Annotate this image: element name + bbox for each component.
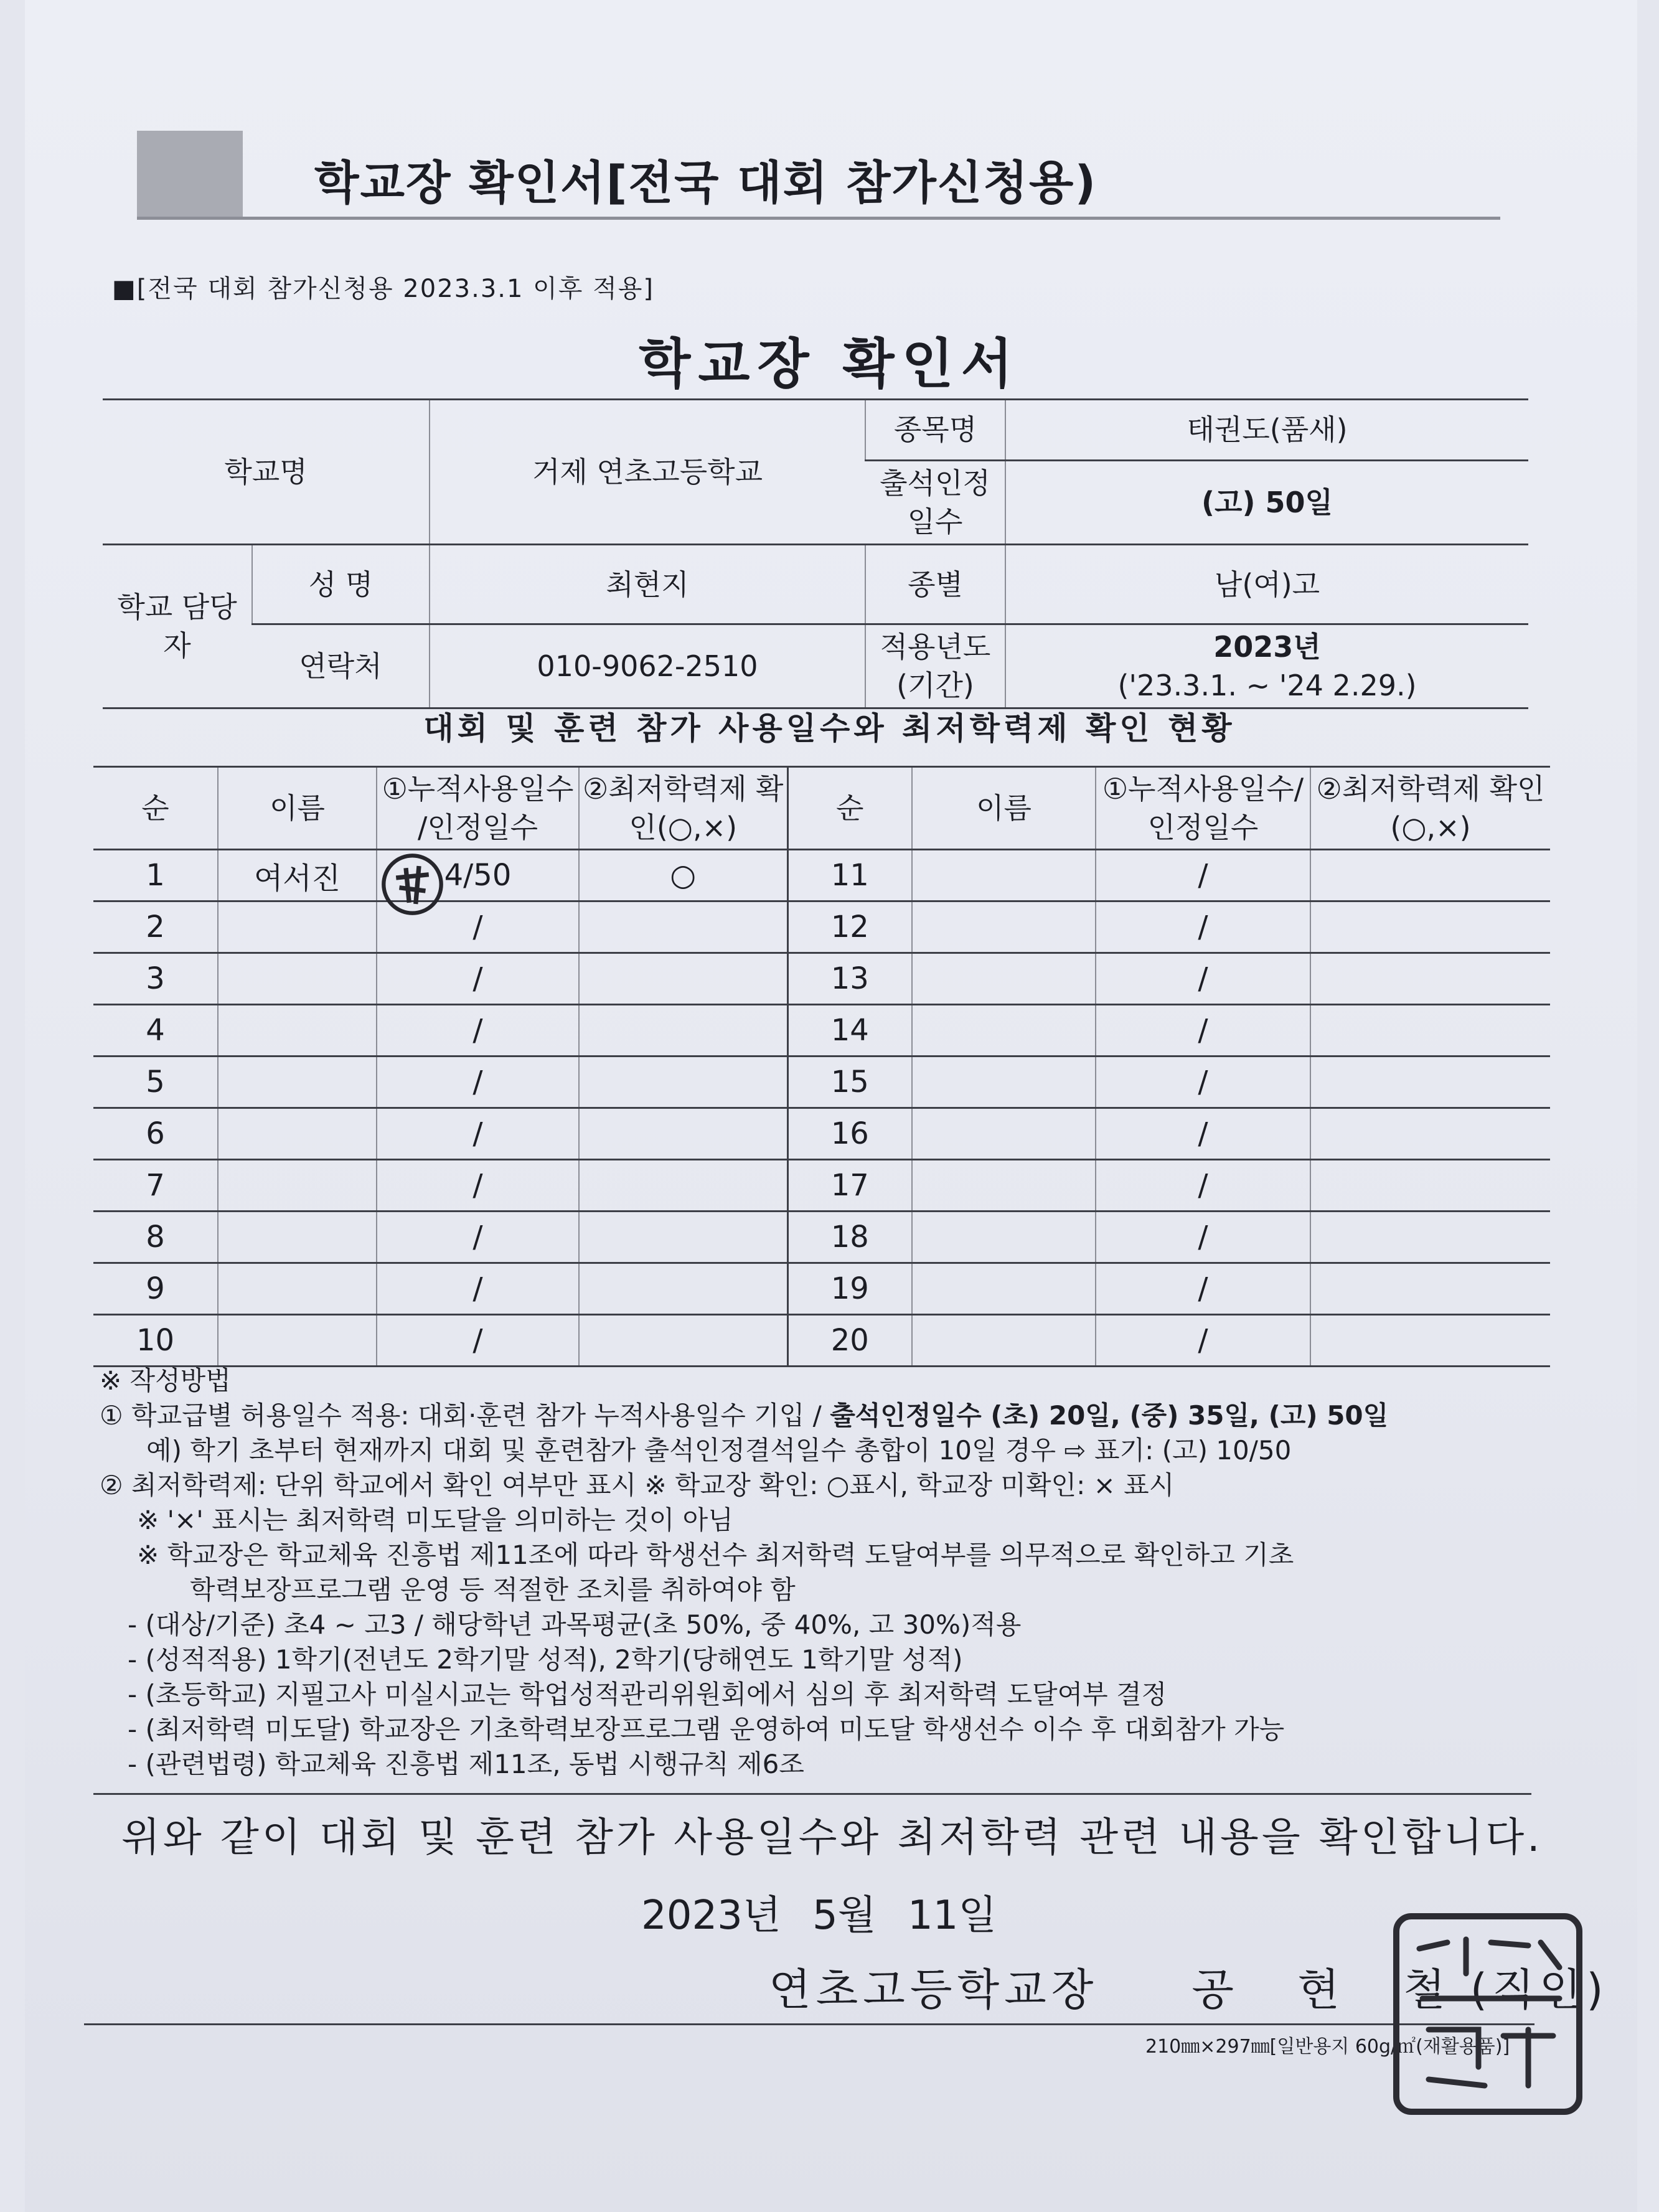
days-used: / [377,1212,579,1263]
academic-check [579,901,787,953]
days-used: / [377,901,579,953]
manager-label: 학교 담당자 [103,545,252,708]
col-header-no: 순 [93,767,218,850]
row-number: 9 [93,1263,218,1315]
instruction-note-2a: ※ 학교장은 학교체육 진흥법 제11조에 따라 학생선수 최저학력 도달여부를 의무적으로 확인하고 기초 [137,1540,1294,1570]
academic-check: ○ [579,850,787,901]
gender-value: 남(여)고 [1005,545,1528,624]
table-row [93,1315,1550,1367]
academic-check [1310,1108,1550,1160]
school-name-label: 학교명 [103,400,430,545]
col-header-academic: ②최저학력제 확인(○,×) [579,767,787,850]
banner-block [137,131,243,218]
row-number: 10 [93,1315,218,1367]
instructions [100,1363,1556,1782]
student-name [912,1160,1096,1212]
school-name-value: 거제 연초고등학교 [430,400,865,545]
student-name [218,1057,377,1108]
date-day: 11일 [907,1893,997,1939]
top-banner [137,128,1500,221]
event-label: 종목명 [865,400,1005,461]
instructions-heading: ※ 작성방법 [100,1365,231,1396]
col-header-name: 이름 [218,767,377,850]
row-number: 7 [93,1160,218,1212]
official-seal-stamp [1385,1905,1591,2123]
row-number: 12 [787,901,912,953]
academic-check [579,1160,787,1212]
days-used: / [1096,850,1310,901]
academic-check [1310,1212,1550,1263]
row-number: 16 [787,1108,912,1160]
table-row [93,1212,1550,1263]
event-value: 태권도(품새) [1005,400,1528,461]
academic-check [579,1057,787,1108]
row-number: 2 [93,901,218,953]
contact-label: 연락처 [252,624,430,708]
year-cell [1005,624,1528,708]
row-number: 11 [787,850,912,901]
instruction-item-1-bold: 출석인정일수 (초) 20일, (중) 35일, (고) 50일 [830,1400,1389,1431]
academic-check [579,1005,787,1057]
table-row [93,901,1550,953]
days-used: / [1096,1263,1310,1315]
academic-check [579,1315,787,1367]
academic-check [1310,901,1550,953]
student-name [912,1108,1096,1160]
info-table [103,398,1528,709]
academic-check [579,1263,787,1315]
student-name [912,1315,1096,1367]
student-name [912,1057,1096,1108]
document-title: 학교장 확인서 [639,333,1020,395]
date-year: 2023년 [641,1893,781,1939]
person-name-value: 최현지 [430,545,865,624]
attendance-value: (고) 50일 [1005,461,1528,545]
participation-table [93,766,1550,1367]
days-used: / [377,1315,579,1367]
row-number: 17 [787,1160,912,1212]
issue-date [641,1883,997,1941]
academic-check [1310,1057,1550,1108]
academic-check [1310,1315,1550,1367]
instruction-note-1: ※ '×' 표시는 최저학력 미도달을 의미하는 것이 아님 [137,1505,733,1535]
days-used: / [377,1160,579,1212]
table-row [93,1005,1550,1057]
row-number: 3 [93,953,218,1005]
row-number: 6 [93,1108,218,1160]
row-number: 4 [93,1005,218,1057]
student-name [912,1005,1096,1057]
student-name [218,1315,377,1367]
instruction-bullet: - (대상/기준) 초4 ~ 고3 / 해당학년 과목평균(초 50%, 중 40%, 고 30%)적용 [128,1609,1022,1640]
student-name [218,1263,377,1315]
academic-check [1310,953,1550,1005]
days-used: / [1096,1005,1310,1057]
person-name-label: 성 명 [252,545,430,624]
student-name [218,901,377,953]
days-used: / [1096,1212,1310,1263]
academic-check [579,1108,787,1160]
form-applicability-note: ■[전국 대회 참가신청용 2023.3.1 이후 적용] [112,275,655,303]
academic-check [1310,850,1550,901]
gender-label: 종별 [865,545,1005,624]
days-used: / [1096,1160,1310,1212]
student-name [912,1212,1096,1263]
instruction-item-1-example: 예) 학기 초부터 현재까지 대회 및 훈련참가 출석인정결석일수 총합이 10일 경우 ⇨ 표기: (고) 10/50 [146,1435,1292,1466]
instruction-bullet: - (성적적용) 1학기(전년도 2학기말 성적), 2학기(당해연도 1학기말 성적) [128,1644,963,1675]
row-number: 5 [93,1057,218,1108]
paper-spec: 210㎜×297㎜[일반용지 60g/㎡(재활용품)] [1145,2036,1510,2058]
banner-title: 학교장 확인서[전국 대회 참가신청용) [314,156,1097,210]
signer-org: 연초고등학교장 [769,1964,1099,2015]
table-row [93,1057,1550,1108]
instruction-bullet: - (초등학교) 지필고사 미실시교는 학업성적관리위원회에서 심의 후 최저학력 도달여부 결정 [128,1679,1167,1710]
bottom-rule [84,2023,1534,2025]
academic-check [579,953,787,1005]
student-name [912,850,1096,901]
date-month: 5월 [812,1893,876,1939]
instruction-note-2b: 학력보장프로그램 운영 등 적절한 조치를 취하여야 함 [190,1574,796,1605]
table-row [93,1263,1550,1315]
days-used: / [377,1108,579,1160]
student-name [912,953,1096,1005]
confirmation-statement: 위와 같이 대회 및 훈련 참가 사용일수와 최저학력 관련 내용을 확인합니다. [121,1815,1543,1861]
student-name [912,1263,1096,1315]
col-header-days-2: ①누적사용일수/ 인정일수 [1096,767,1310,850]
row-number: 1 [93,850,218,901]
student-name [912,901,1096,953]
year-value: 2023년 [1213,630,1321,664]
days-used: 4/50 [377,850,579,901]
days-used: / [1096,1108,1310,1160]
instruction-item-1 [100,1398,1556,1433]
col-header-name-2: 이름 [912,767,1096,850]
days-used: / [377,1005,579,1057]
row-number: 18 [787,1212,912,1263]
col-header-days: ①누적사용일수 /인정일수 [377,767,579,850]
year-label: 적용년도 (기간) [865,624,1005,708]
student-name: 여서진 [218,850,377,901]
row-number: 14 [787,1005,912,1057]
row-number: 13 [787,953,912,1005]
instruction-bullet: - (최저학력 미도달) 학교장은 기초학력보장프로그램 운영하여 미도달 학생선수 이수 후 대회참가 가능 [128,1714,1285,1744]
row-number: 15 [787,1057,912,1108]
days-used: / [1096,1315,1310,1367]
signer-seal-label: (직인) [1470,1964,1609,2015]
instruction-bullet: - (관련법령) 학교체육 진흥법 제11조, 동법 시행규칙 제6조 [128,1749,804,1779]
days-used: / [377,953,579,1005]
days-used: / [1096,901,1310,953]
days-used: / [377,1057,579,1108]
student-name [218,1160,377,1212]
days-used: / [377,1263,579,1315]
row-number: 8 [93,1212,218,1263]
table-row [93,850,1550,901]
days-used: / [1096,1057,1310,1108]
instruction-item-1-text: ① 학교급별 허용일수 적용: 대회·훈련 참가 누적사용일수 기입 / [100,1400,830,1431]
table-row [93,1160,1550,1212]
row-number: 20 [787,1315,912,1367]
academic-check [1310,1160,1550,1212]
row-number: 19 [787,1263,912,1315]
period-value: ('23.3.1. ~ '24 2.29.) [1117,669,1417,703]
table-row [93,953,1550,1005]
contact-value: 010-9062-2510 [430,624,865,708]
student-name [218,1108,377,1160]
banner-divider [137,217,1500,220]
student-name [218,953,377,1005]
col-header-no-2: 순 [787,767,912,850]
col-header-academic-2: ②최저학력제 확인(○,×) [1310,767,1550,850]
section-title: 대회 및 훈련 참가 사용일수와 최저학력제 확인 현황 [423,710,1236,746]
table-row [93,1108,1550,1160]
days-used: / [1096,953,1310,1005]
stamp-seal-mark [380,852,445,917]
student-name [218,1212,377,1263]
divider-rule [93,1793,1531,1795]
academic-check [579,1212,787,1263]
student-name [218,1005,377,1057]
signer-name: 공 현 철 [1191,1964,1470,2015]
attendance-label: 출석인정 일수 [865,461,1005,545]
academic-check [1310,1005,1550,1057]
instruction-item-2: ② 최저학력제: 단위 학교에서 확인 여부만 표시 ※ 학교장 확인: ○표시, 학교장 미확인: × 표시 [100,1470,1175,1500]
academic-check [1310,1263,1550,1315]
